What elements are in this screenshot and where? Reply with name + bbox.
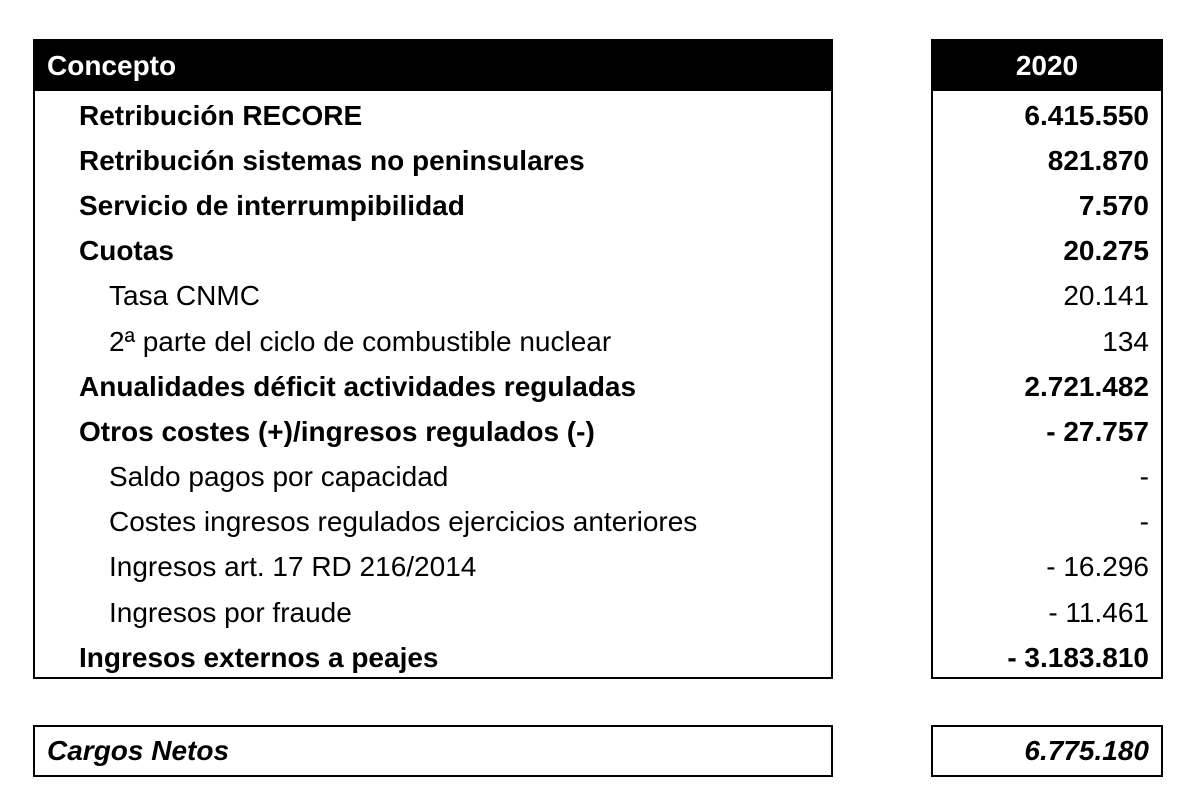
value-cell: 6.415.550: [1024, 99, 1149, 131]
concept-row: Retribución RECORE: [79, 99, 363, 131]
total-label-box: [33, 725, 833, 777]
value-cell: 20.275: [1063, 235, 1149, 267]
value-cell: - 27.757: [1046, 415, 1149, 447]
value-cell: 821.870: [1047, 144, 1149, 176]
total-label: Cargos Netos: [47, 735, 230, 766]
value-cell: - 11.461: [1048, 596, 1149, 628]
concept-column: [33, 39, 833, 679]
concept-row: Servicio de interrumpibilidad: [79, 189, 465, 221]
total-value-box: [931, 725, 1163, 777]
concept-row: Otros costes (+)/ingresos regulados (-): [79, 415, 595, 447]
concept-subrow: Saldo pagos por capacidad: [109, 461, 449, 493]
concept-header: Concepto: [35, 41, 831, 91]
concept-subrow: Tasa CNMC: [109, 280, 260, 312]
value-column: [931, 39, 1163, 679]
concept-row: Anualidades déficit actividades reguladas: [79, 370, 637, 402]
value-cell: 2.721.482: [1024, 370, 1149, 402]
year-header: 2020: [933, 41, 1161, 91]
concept-subrow: Ingresos art. 17 RD 216/2014: [109, 551, 477, 583]
value-cell: - 16.296: [1046, 551, 1149, 583]
total-value: 6.775.180: [1024, 735, 1149, 766]
value-cell: 20.141: [1063, 280, 1149, 312]
concept-row: Ingresos externos a peajes: [79, 641, 439, 673]
concept-subrow: Ingresos por fraude: [109, 596, 352, 628]
concept-row: Cuotas: [79, 235, 174, 267]
value-cell: 134: [1102, 325, 1149, 357]
value-cell: 7.570: [1078, 189, 1149, 221]
concept-subrow: 2ª parte del ciclo de combustible nuclear: [109, 325, 612, 357]
value-cell: -: [1139, 461, 1149, 493]
concept-row: Retribución sistemas no peninsulares: [79, 144, 585, 176]
value-cell: -: [1139, 506, 1149, 538]
concept-subrow: Costes ingresos regulados ejercicios anteriores: [109, 506, 698, 538]
value-cell: - 3.183.810: [1007, 641, 1149, 673]
